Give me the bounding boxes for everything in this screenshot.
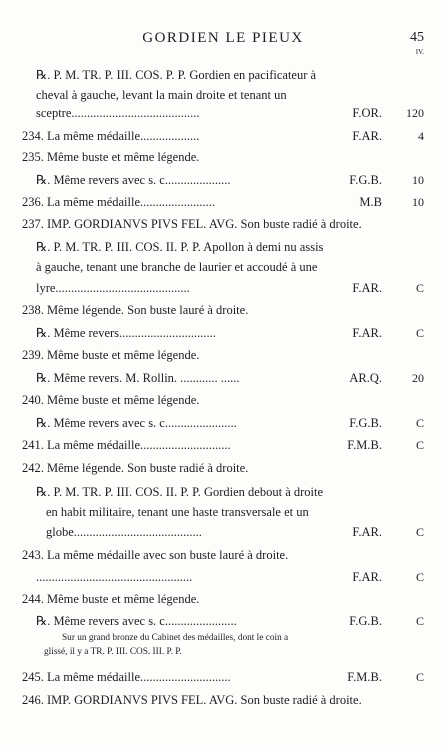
entry-text: 246. IMP. GORDIANVS PIVS FEL. AVG. Son buste radié à droite. (22, 693, 362, 707)
entry-text: 245. La même médaille............................. (22, 670, 231, 684)
price-value: C (415, 416, 424, 430)
entry-text: 242. Même légende. Son buste radié à droite. (22, 461, 249, 475)
signature-mark: IV. (415, 48, 424, 56)
entry-line (22, 668, 324, 686)
entry-text: globe......................................... (46, 525, 202, 539)
metal-code: AR.Q. (349, 371, 382, 385)
metal-code: F.G.B. (349, 614, 382, 628)
entry-line (22, 127, 324, 145)
entry-line (22, 691, 424, 709)
entry-text: en habit militaire, tenant une haste transversale et un (46, 505, 309, 519)
metal-code: F.AR. (352, 326, 382, 340)
entry-line (36, 66, 424, 84)
entry-line (22, 546, 424, 564)
entry-line (22, 148, 424, 166)
metal-code: F.G.B. (349, 416, 382, 430)
entry-line (36, 171, 324, 189)
entry-text: à gauche, tenant une branche de laurier et accoudé à une (36, 260, 318, 274)
entry-line (36, 612, 324, 630)
metal-code: F.M.B. (347, 438, 382, 452)
price-value: 10 (412, 173, 424, 187)
entry-text: lyre........................................... (36, 281, 190, 295)
entry-text: ℞. P. M. TR. P. III. COS. II. P. P. Gordien debout à droite (36, 485, 324, 499)
entry-text: .................................................. (36, 570, 193, 584)
entry-text: 234. La même médaille................... (22, 129, 200, 143)
entry-line (46, 523, 324, 541)
entry-line (36, 568, 324, 586)
price-value: 10 (412, 195, 424, 209)
metal-code: F.AR. (352, 525, 382, 539)
entry-line (36, 258, 424, 276)
entry-text: 235. Même buste et même légende. (22, 150, 200, 164)
entry-line (22, 459, 424, 477)
metal-code: M.B (359, 195, 382, 209)
entry-line (36, 369, 324, 387)
page-header (0, 30, 446, 56)
price-value: C (415, 438, 424, 452)
metal-code: F.AR. (352, 281, 382, 295)
price-value: C (415, 670, 424, 684)
entry-text: 238. Même légende. Son buste lauré à droite. (22, 303, 249, 317)
price-value: C (415, 326, 424, 340)
price-value: C (415, 281, 424, 295)
entry-line (36, 324, 324, 342)
entry-line (46, 503, 424, 521)
entry-text: 239. Même buste et même légende. (22, 348, 200, 362)
entry-text: ℞. Même revers............................... (36, 326, 216, 340)
price-value: 4 (418, 129, 424, 143)
metal-code: F.M.B. (347, 670, 382, 684)
footnote-line-1: Sur un grand bronze du Cabinet des médailles, dont le coin a (62, 633, 289, 643)
page-number: 45 (410, 30, 424, 45)
metal-code: F.AR. (352, 129, 382, 143)
entry-line (22, 590, 424, 608)
entry-text: ℞. P. M. TR. P. III. COS. II. P. P. Apollon à demi nu assis (36, 240, 324, 254)
entry-text: 243. La même médaille avec son buste lauré à droite. (22, 548, 289, 562)
price-value: C (415, 570, 424, 584)
running-title: GORDIEN LE PIEUX (142, 30, 304, 46)
metal-code: F.G.B. (349, 173, 382, 187)
footnote-line-2: glissé, il y a TR. P. III. COS. III. P. P. (44, 647, 182, 657)
price-value: 120 (406, 106, 424, 120)
entry-line (22, 193, 324, 211)
entry-line (22, 215, 424, 233)
entry-text: 240. Même buste et même légende. (22, 393, 200, 407)
entry-text: ℞. Même revers avec s. c....................... (36, 416, 237, 430)
entry-text: ℞. Même revers. M. Rollin. ............ ...... (36, 371, 240, 385)
metal-code: F.AR. (352, 570, 382, 584)
entry-line (22, 346, 424, 364)
price-value: C (415, 614, 424, 628)
entry-line (36, 104, 324, 122)
entry-line (36, 86, 424, 104)
entry-text: ℞. Même revers avec s. c....................... (36, 614, 237, 628)
entry-line (36, 238, 424, 256)
entry-line (36, 279, 324, 297)
entry-line (22, 391, 424, 409)
metal-code: F.OR. (352, 106, 382, 120)
entry-text: 237. IMP. GORDIANVS PIVS FEL. AVG. Son buste radié à droite. (22, 217, 362, 231)
entry-text: sceptre......................................... (36, 106, 200, 120)
entry-text: 244. Même buste et même légende. (22, 592, 200, 606)
entry-line (36, 483, 424, 501)
entry-text: ℞. Même revers avec s. c..................... (36, 173, 231, 187)
entry-text: 241. La même médaille............................. (22, 438, 231, 452)
price-value: 20 (412, 371, 424, 385)
entry-text: 236. La même médaille........................ (22, 195, 216, 209)
entry-line (36, 414, 324, 432)
price-value: C (415, 525, 424, 539)
entry-line (22, 436, 324, 454)
entry-line (22, 301, 424, 319)
entry-text: ℞. P. M. TR. P. III. COS. P. P. Gordien en pacificateur à (36, 68, 317, 82)
entry-text: cheval à gauche, levant la main droite et tenant un (36, 88, 287, 102)
